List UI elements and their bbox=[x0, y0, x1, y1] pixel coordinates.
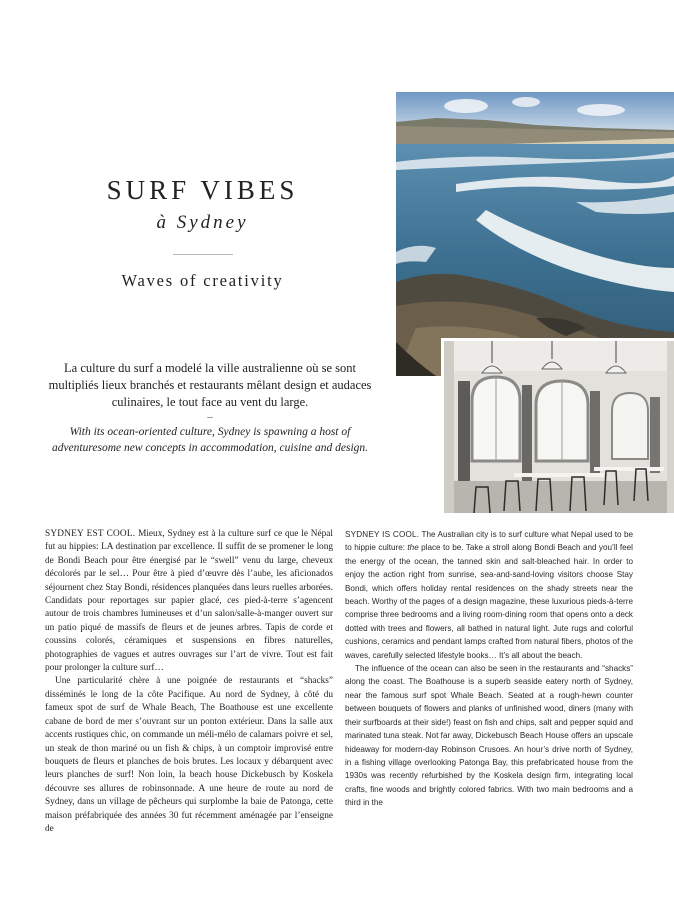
english-paragraph-1-text-a: The Australian city is to surf culture what Nepal used to be to hippie culture: bbox=[345, 530, 633, 553]
intro-separator: – bbox=[207, 411, 213, 423]
french-lead-in: SYDNEY EST COOL. bbox=[45, 529, 136, 539]
english-paragraph-1-emphasis: the bbox=[407, 543, 419, 553]
article-header bbox=[70, 175, 335, 291]
article-intro bbox=[40, 360, 380, 456]
french-paragraph bbox=[45, 528, 333, 675]
english-paragraph: The influence of the ocean can also be seen in the restaurants and “shacks” along the coast. The Boathouse is a superb seaside eatery north of Sydney, near the famous surf spot Whale Beach. Seated at a rough-hewn counter between bouquets of flowers and planks of unfinished wood, diners (many with their surfboards at their side!) feast on fish and chips, salt and pepper squid and marinated tuna steak. Not far away, Dickebusch Beach House offers an upscale hideaway for modern-day Robinson Crusoes. An hour’s drive north of Sydney, in a fishing village overlooking Patonga Bay, this prefabricated house from the 1930s was recently refurbished by the Koskela design firm, integrating local crafts, fine woods and brightly colored fabrics. With two main bedrooms and a third in the bbox=[345, 664, 633, 808]
title-divider bbox=[173, 254, 233, 255]
intro-english: With its ocean-oriented culture, Sydney is spawning a host of adventuresome new concepts in accommodation, cuisine and design. bbox=[51, 426, 369, 454]
article-tagline: Waves of creativity bbox=[121, 271, 284, 290]
english-paragraph bbox=[345, 528, 633, 662]
article-title: SURF VIBES bbox=[106, 175, 299, 205]
french-column bbox=[45, 528, 333, 908]
english-paragraph-1-text-b: place to be. Take a stroll along Bondi Beach and you’ll feel the energy of the ocean, the tanned skin and salt-bleached hair. In order to enjoy the action right from sunrise, sea-and-sand-loving visitors choose Stay Bondi, which offers holiday rental residences on the shady streets near the beach. Worthy of the pages of a design magazine, these luxurious pieds-à-terre comprise three bedrooms and a living room-dining room that opens onto a deck dotted with trees and flowers, all bathed in natural light. Jute rugs and colorful cushions, ceramics and pendant lamps crafted from natural fibers, photos of the waves, carefully selected lifestyle books… It’s all about the beach. bbox=[345, 543, 633, 660]
intro-french: La culture du surf a modelé la ville australienne où se sont multipliés lieux branchés et restaurants mêlant design et audaces culinaires, le tout face au vent du large. bbox=[48, 361, 372, 409]
english-lead-in: SYDNEY IS COOL. bbox=[345, 530, 420, 539]
french-paragraph: Une particularité chère à une poignée de restaurants et “shacks” disséminés le long de la côte Pacifique. Au nord de Sydney, à côté du fameux spot de surf de Whale Beach, The Boathouse est une excellente cabane de bord de mer s’ouvrant sur un ponton extérieur. Dans la salle aux accents rustiques chic, on commande un méli-mélo de calamars poivre et sel, un steak de thon mariné ou un fish & chips, à un comptoir improvisé entre bouquets de fleurs et planches de bois brutes. Les locaux y débarquent avec leurs planches de surf! Non loin, la beach house Dickebusch by Koskela découvre ses allures de robinsonnade. A une heure de route au nord de Sydney, dans un village de pêcheurs qui surplombe la baie de Patonga, cette maison préfabriquée des années 30 fut récemment aménagée par l’enseigne de bbox=[45, 676, 333, 834]
english-column bbox=[345, 528, 633, 908]
article-subtitle: à Sydney bbox=[156, 212, 249, 233]
restaurant-interior-photo bbox=[441, 338, 674, 513]
french-paragraph-1-text: Mieux, Sydney est à la culture surf ce que le Népal fut au hippies: LA destination par excellence. Il suffit de se promener le long de Bondi Beach pour être énergisé par le “swell” venu du large, cheveux décolorés par le sel… Pour être à pied d’œuvre dès l’aube, les aficionados séjournent chez Stay Bondi, résidences planquées dans leurs ruelles arborées. Candidats pour reportages sur papier glacé, ces pied-à-terre s’agencent autour de trois chambres lumineuses et d’un salon/salle-à-manger ouvert sur un patio piqué de massifs de fleurs et de jeunes arbres. Tapis de corde et coussins colorés, céramiques et suspensions en fibres naturelles, photographies de vagues et autres ouvrages sur l’art de vivre. Tout est fait pour prolonger la culture surf… bbox=[45, 529, 333, 674]
bondi-beach-photo bbox=[396, 92, 674, 376]
